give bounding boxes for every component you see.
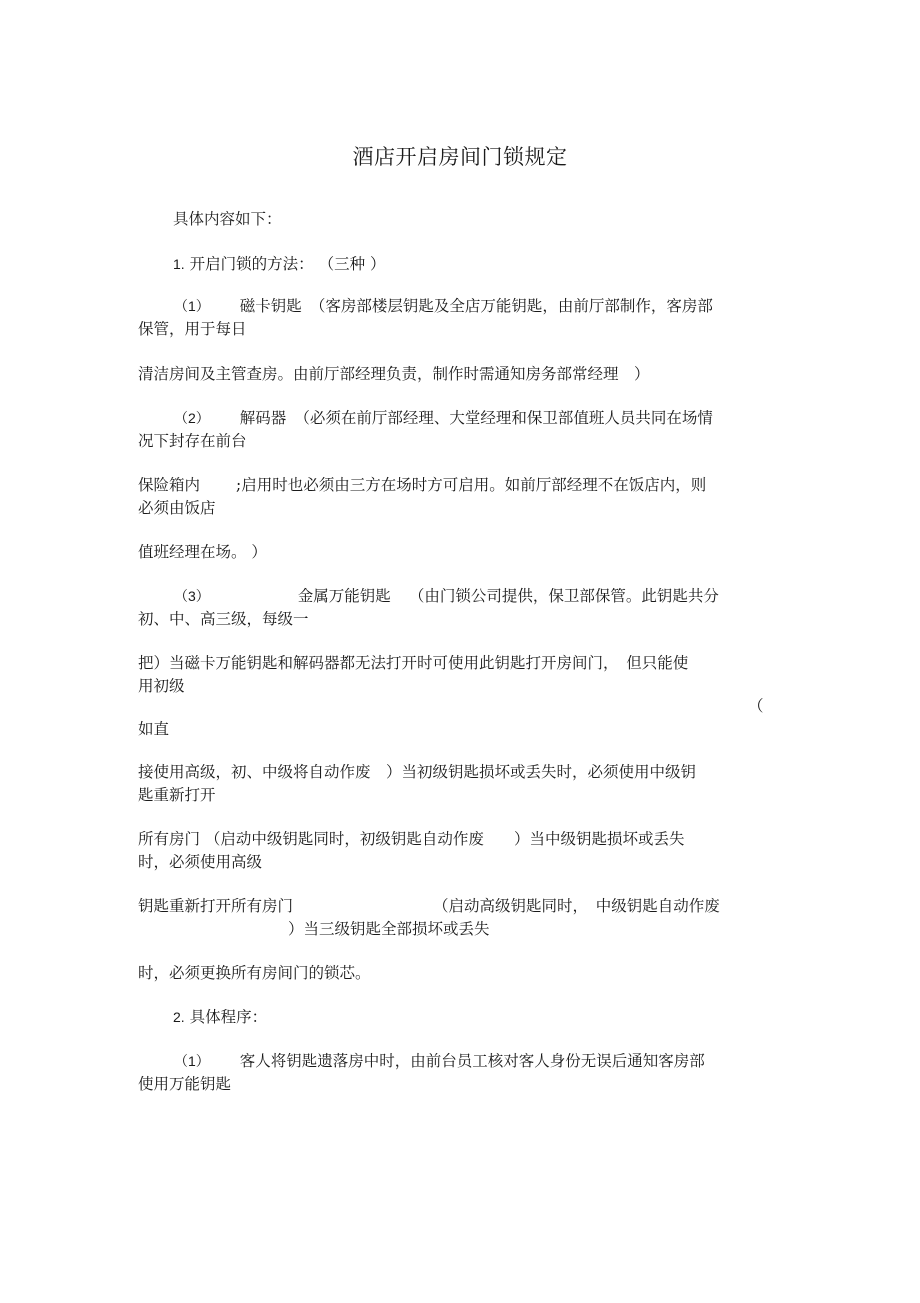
step-1-text: 客人将钥匙遗落房中时，由前台员工核对客人身份无误后通知客房部 — [239, 1052, 705, 1070]
item-3-line-2: 初、中、高三级，每级一 — [138, 610, 309, 628]
step-1-number: （1） — [174, 1053, 210, 1069]
section-1-heading — [173, 253, 805, 276]
step-1-line-2: 使用万能钥匙 — [138, 1075, 232, 1093]
item-3-line-8b: ）当中级钥匙损坏或丢失 — [513, 830, 685, 848]
item-3-line-4: 用初级 — [138, 677, 185, 695]
section-2-heading — [173, 1006, 805, 1029]
item-1-number: （1） — [174, 298, 210, 314]
item-2-line-2: 况下封存在前台 — [138, 432, 247, 450]
item-2-line-4: 必须由饭店 — [138, 499, 216, 517]
section-2-title: 具体程序： — [189, 1008, 268, 1026]
item-3-line-4-paren: （ — [748, 697, 764, 715]
item-1-text: （客房部楼层钥匙及全店万能钥匙，由前厅部制作，客房部 — [309, 297, 713, 315]
section-1-note: （三种 ） — [318, 255, 386, 273]
item-1-name: 磁卡钥匙 — [239, 297, 302, 315]
section-1-title: 开启门锁的方法： — [189, 255, 314, 273]
item-3-line-10a: 钥匙重新打开所有房门 — [138, 897, 294, 915]
step-1-line-1 — [138, 1050, 770, 1073]
item-3-line-11: ）当三级钥匙全部损坏或丢失 — [288, 920, 490, 938]
intro-text: 具体内容如下： — [173, 210, 282, 228]
item-3-line-3: 把）当磁卡万能钥匙和解码器都无法打开时可使用此钥匙打开房间门， 但只能使 — [138, 654, 689, 672]
item-3-line-5: 如直 — [138, 720, 170, 738]
document-title: 酒店开启房间门锁规定 — [352, 145, 568, 169]
section-1-number: 1. — [173, 256, 185, 272]
item-2-line-5: 值班经理在场。 ） — [138, 543, 267, 561]
item-3-line-8a: 所有房门 （启动中级钥匙同时，初级钥匙自动作废 — [138, 830, 484, 848]
item-3-name: 金属万能钥匙 — [297, 587, 391, 605]
item-3-line-10 — [138, 895, 770, 918]
item-2-line-3 — [138, 474, 770, 497]
section-2-number: 2. — [173, 1009, 185, 1025]
item-2-number: （2） — [174, 410, 210, 426]
item-1-line-1 — [138, 295, 770, 318]
item-2-name: 解码器 — [239, 409, 287, 427]
item-2-line-3a: 保险箱内 — [138, 476, 201, 494]
item-3-line-10b: （启动高级钥匙同时， 中级钥匙自动作废 — [433, 897, 720, 915]
item-1-line-2: 保管，用于每日 — [138, 320, 247, 338]
item-3-line-12: 时，必须更换所有房间门的锁芯。 — [138, 964, 371, 982]
item-3-line-7: 匙重新打开 — [138, 786, 216, 804]
item-3-line-6: 接使用高级，初、中级将自动作废 ）当初级钥匙损坏或丢失时，必须使用中级钥 — [138, 763, 697, 781]
item-1-line-3: 清洁房间及主管查房。由前厅部经理负责，制作时需通知房务部常经理 ） — [138, 365, 650, 383]
item-3-line-9: 时，必须使用高级 — [138, 853, 263, 871]
item-3-number: （3） — [174, 588, 210, 604]
item-2-line-1 — [138, 407, 770, 430]
item-2-text: （必须在前厅部经理、大堂经理和保卫部值班人员共同在场情 — [294, 409, 713, 427]
item-3-text: （由门锁公司提供，保卫部保管。此钥匙共分 — [408, 587, 719, 605]
item-3-line-1 — [138, 585, 770, 608]
item-2-line-3b: ;启用时也必须由三方在场时方可启用。如前厅部经理不在饭店内，则 — [236, 476, 707, 494]
item-3-line-8 — [138, 828, 770, 851]
